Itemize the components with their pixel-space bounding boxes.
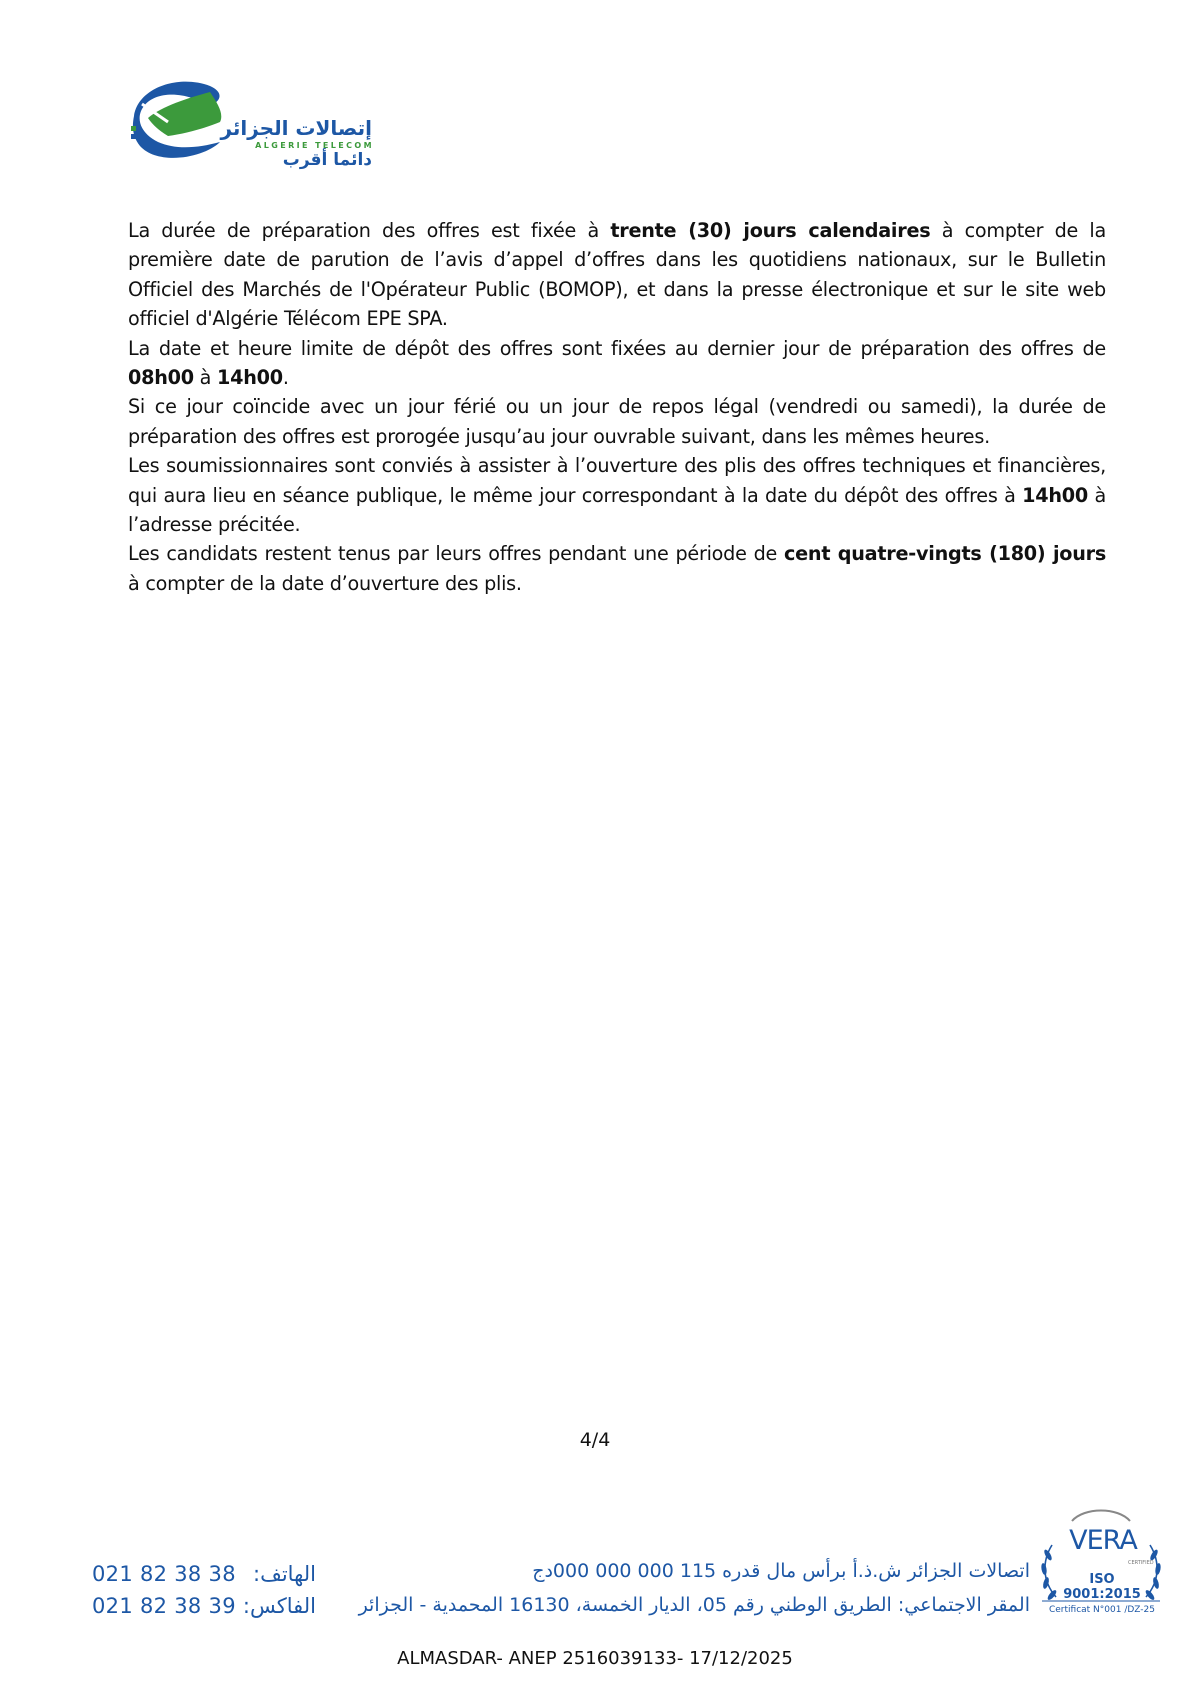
company-logo [128, 76, 398, 180]
logo-arabic-name: إتصالات الجزائر [220, 116, 372, 140]
phone-label: الهاتف: [253, 1562, 316, 1586]
iso-certification-badge [1034, 1505, 1168, 1621]
document-body [128, 216, 1106, 598]
phone-number: 021 82 38 38 [92, 1562, 236, 1586]
fax-row [92, 1590, 316, 1622]
fax-label: الفاكس: [242, 1594, 316, 1618]
opening-time: 14h00 [1022, 483, 1088, 507]
logo-latin-name: ALGERIE TELECOM [255, 141, 374, 150]
duration-highlight: trente (30) jours calendaires [610, 219, 931, 242]
validity-highlight: cent quatre-vingts (180) jours [784, 542, 1107, 566]
cert-certified-label: CERTIFIED [1128, 1560, 1154, 1566]
company-capital-line: اتصالات الجزائر ش.ذ.أ برأس مال قدره 115 000 000 000دج [532, 1560, 1030, 1582]
phone-row [92, 1558, 316, 1590]
cert-iso-label: ISO 9001:2015 [1063, 1572, 1141, 1602]
start-time: 08h00 [128, 366, 194, 390]
paragraph-opening: Les soumissionnaires sont conviés à assister à l’ouverture des plis des offres techniques et financières, qui aura lieu en séance publique, le même jour correspondant à la date du dépôt des offres à 14h00 à l’adresse précitée. [128, 454, 1106, 537]
cert-brand: VERA [1069, 1525, 1137, 1556]
paragraph-deadline: La date et heure limite de dépôt des offres sont fixées au dernier jour de préparation des offres de 08h00 à 14h00. [128, 336, 1106, 390]
fax-number: 021 82 38 39 [92, 1594, 236, 1618]
cert-number: Certificat N°001 /DZ-25 [1048, 1605, 1155, 1615]
paragraph-validity: Les candidats restent tenus par leurs offres pendant une période de cent quatre-vingts (180) jours à compter de la date d’ouverture des plis. [128, 542, 1107, 595]
logo-slogan: دائما أقرب [282, 150, 372, 170]
paragraph-holiday: Si ce jour coïncide avec un jour férié ou un jour de repos légal (vendredi ou samedi), la durée de préparation des offres est prorogée jusqu’au jour ouvrable suivant, dans les mêmes heures. [128, 395, 1106, 448]
footer-contact [92, 1558, 316, 1622]
publication-reference: ALMASDAR- ANEP 2516039133- 17/12/2025 [397, 1648, 793, 1669]
footer-company-info [330, 1554, 1030, 1622]
paragraph-preparation-duration: La durée de préparation des offres est fixée à trente (30) jours calendaires à compter de la première date de parution de l’avis d’appel d’offres dans les quotidiens nationaux, sur le Bulletin Officiel des Marchés de l'Opérateur Public (BOMOP), et dans la presse électronique et sur le site web officiel d'Algérie Télécom EPE SPA. [128, 219, 1106, 331]
company-address-line: المقر الاجتماعي: الطريق الوطني رقم 05، الديار الخمسة، 16130 المحمدية - الجزائر [358, 1594, 1030, 1616]
page-number: 4/4 [579, 1429, 611, 1451]
end-time: 14h00 [217, 366, 283, 390]
